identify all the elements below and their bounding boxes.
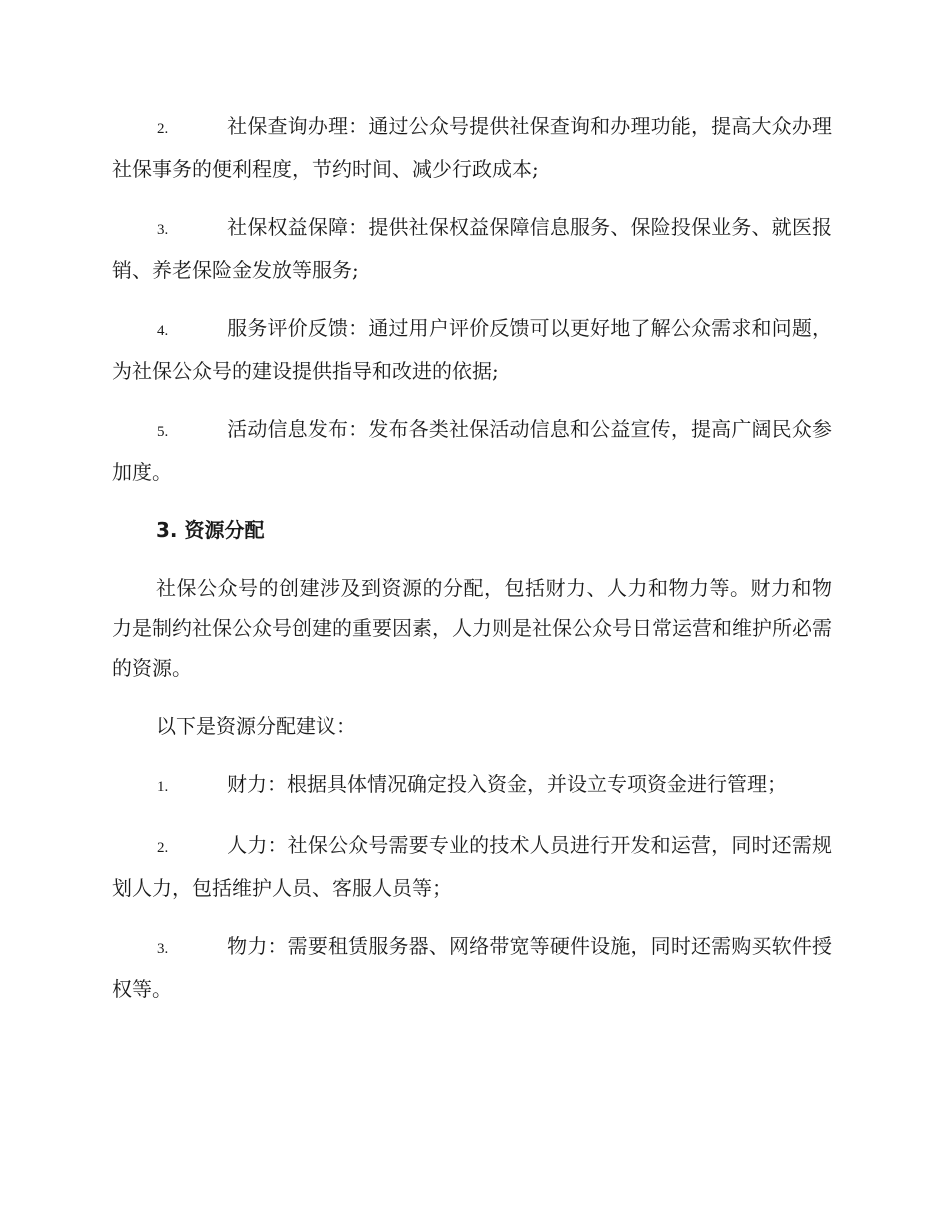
list-number: 1. bbox=[157, 779, 169, 795]
section-heading: 3. 资源分配 bbox=[156, 518, 265, 542]
document-content bbox=[112, 106, 832, 1027]
list-text: 社保查询办理：通过公众号提供社保查询和办理功能，提高大众办理社保事务的便利程度，节约时间、减少行政成本; bbox=[112, 114, 832, 181]
list-text: 财力：根据具体情况确定投入资金，并设立专项资金进行管理； bbox=[227, 772, 787, 796]
list-number: 3. bbox=[157, 222, 169, 238]
list-item bbox=[112, 106, 832, 189]
list-item bbox=[112, 207, 832, 290]
list-item bbox=[112, 308, 832, 391]
list-text: 社保权益保障：提供社保权益保障信息服务、保险投保业务、就医报销、养老保险金发放等服务; bbox=[112, 215, 832, 282]
list-text: 物力：需要租赁服务器、网络带宽等硬件设施，同时还需购买软件授权等。 bbox=[112, 934, 832, 1001]
list-number: 2. bbox=[157, 840, 169, 856]
body-paragraph: 社保公众号的创建涉及到资源的分配，包括财力、人力和物力等。财力和物力是制约社保公众号创建的重要因素，人力则是社保公众号日常运营和维护所必需的资源。 bbox=[112, 576, 832, 680]
list-number: 3. bbox=[157, 941, 169, 957]
list-item bbox=[112, 409, 832, 492]
list-item bbox=[112, 926, 832, 1009]
list-text: 服务评价反馈：通过用户评价反馈可以更好地了解公众需求和问题，为社保公众号的建设提供指导和改进的依据; bbox=[112, 316, 832, 383]
list-text: 人力：社保公众号需要专业的技术人员进行开发和运营，同时还需规划人力，包括维护人员、客服人员等； bbox=[112, 833, 832, 900]
list-number: 2. bbox=[157, 121, 169, 137]
suggestion-intro: 以下是资源分配建议： bbox=[156, 714, 356, 738]
list-number: 5. bbox=[157, 424, 169, 440]
list-item bbox=[112, 825, 832, 908]
list-item bbox=[112, 764, 832, 807]
list-text: 活动信息发布：发布各类社保活动信息和公益宣传，提高广阔民众参加度。 bbox=[112, 417, 832, 484]
list-number: 4. bbox=[157, 323, 169, 339]
